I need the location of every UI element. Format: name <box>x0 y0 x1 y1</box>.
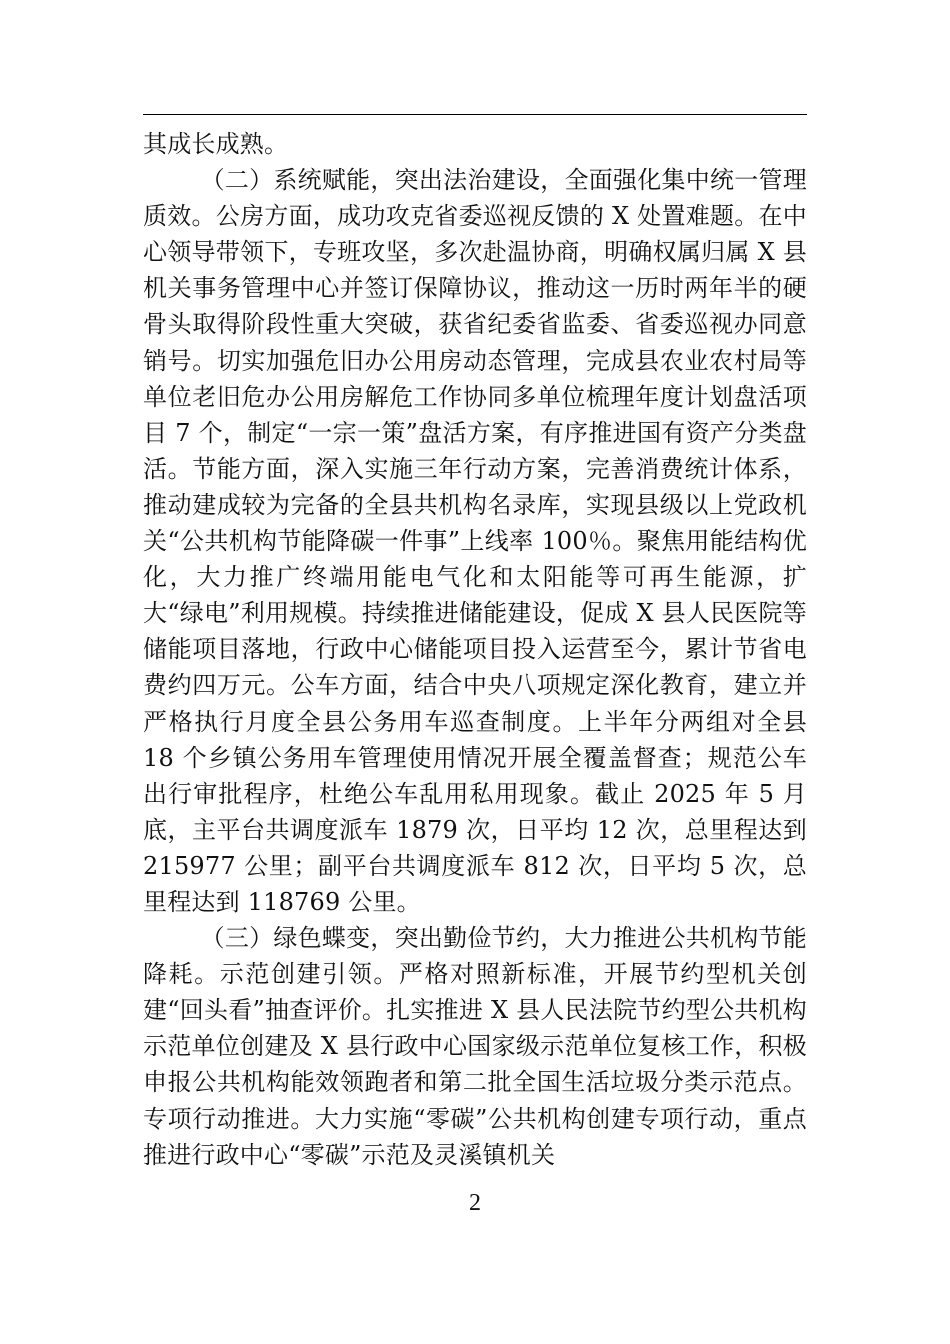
document-body <box>143 126 807 1173</box>
paragraph-section-two: （二）系统赋能，突出法治建设，全面强化集中统一管理质效。公房方面，成功攻克省委巡视反馈的 X 处置难题。在中心领导带领下，专班攻坚，多次赴温协商，明确权属归属 X 县机关事务管理中心并签订保障协议，推动这一历时两年半的硬骨头取得阶段性重大突破，获省纪委省监委、省委巡视办同意销号。切实加强危旧办公用房动态管理，完成县农业农村局等单位老旧危办公用房解危工作协同多单位梳理年度计划盘活项目 7 个，制定“一宗一策”盘活方案，有序推进国有资产分类盘活。节能方面，深入实施三年行动方案，完善消费统计体系，推动建成较为完备的全县共机构名录库，实现县级以上党政机关“公共机构节能降碳一件事”上线率 100％。聚焦用能结构优化，大力推广终端用能电气化和太阳能等可再生能源，扩大“绿电”利用规模。持续推进储能建设，促成 X 县人民医院等储能项目落地，行政中心储能项目投入运营至今，累计节省电费约四万元。公车方面，结合中央八项规定深化教育，建立并严格执行月度全县公务用车巡查制度。上半年分两组对全县 18 个乡镇公务用车管理使用情况开展全覆盖督查；规范公车出行审批程序，杜绝公车乱用私用现象。截止 2025 年 5 月底，主平台共调度派车 1879 次，日平均 12 次，总里程达到 215977 公里；副平台共调度派车 812 次，日平均 5 次，总里程达到 118769 公里。 <box>143 166 807 916</box>
page-number: 2 <box>469 1190 481 1216</box>
header-rule <box>143 114 807 115</box>
paragraph-section-three: （三）绿色蝶变，突出勤俭节约，大力推进公共机构节能降耗。示范创建引领。严格对照新标准，开展节约型机关创建“回头看”抽查评价。扎实推进 X 县人民法院节约型公共机构示范单位创建及 X 县行政中心国家级示范单位复核工作，积极申报公共机构能效领跑者和第二批全国生活垃圾分类示范点。专项行动推进。大力实施“零碳”公共机构创建专项行动，重点推进行政中心“零碳”示范及灵溪镇机关 <box>143 924 807 1169</box>
paragraph-continuation: 其成长成熟。 <box>143 130 289 158</box>
